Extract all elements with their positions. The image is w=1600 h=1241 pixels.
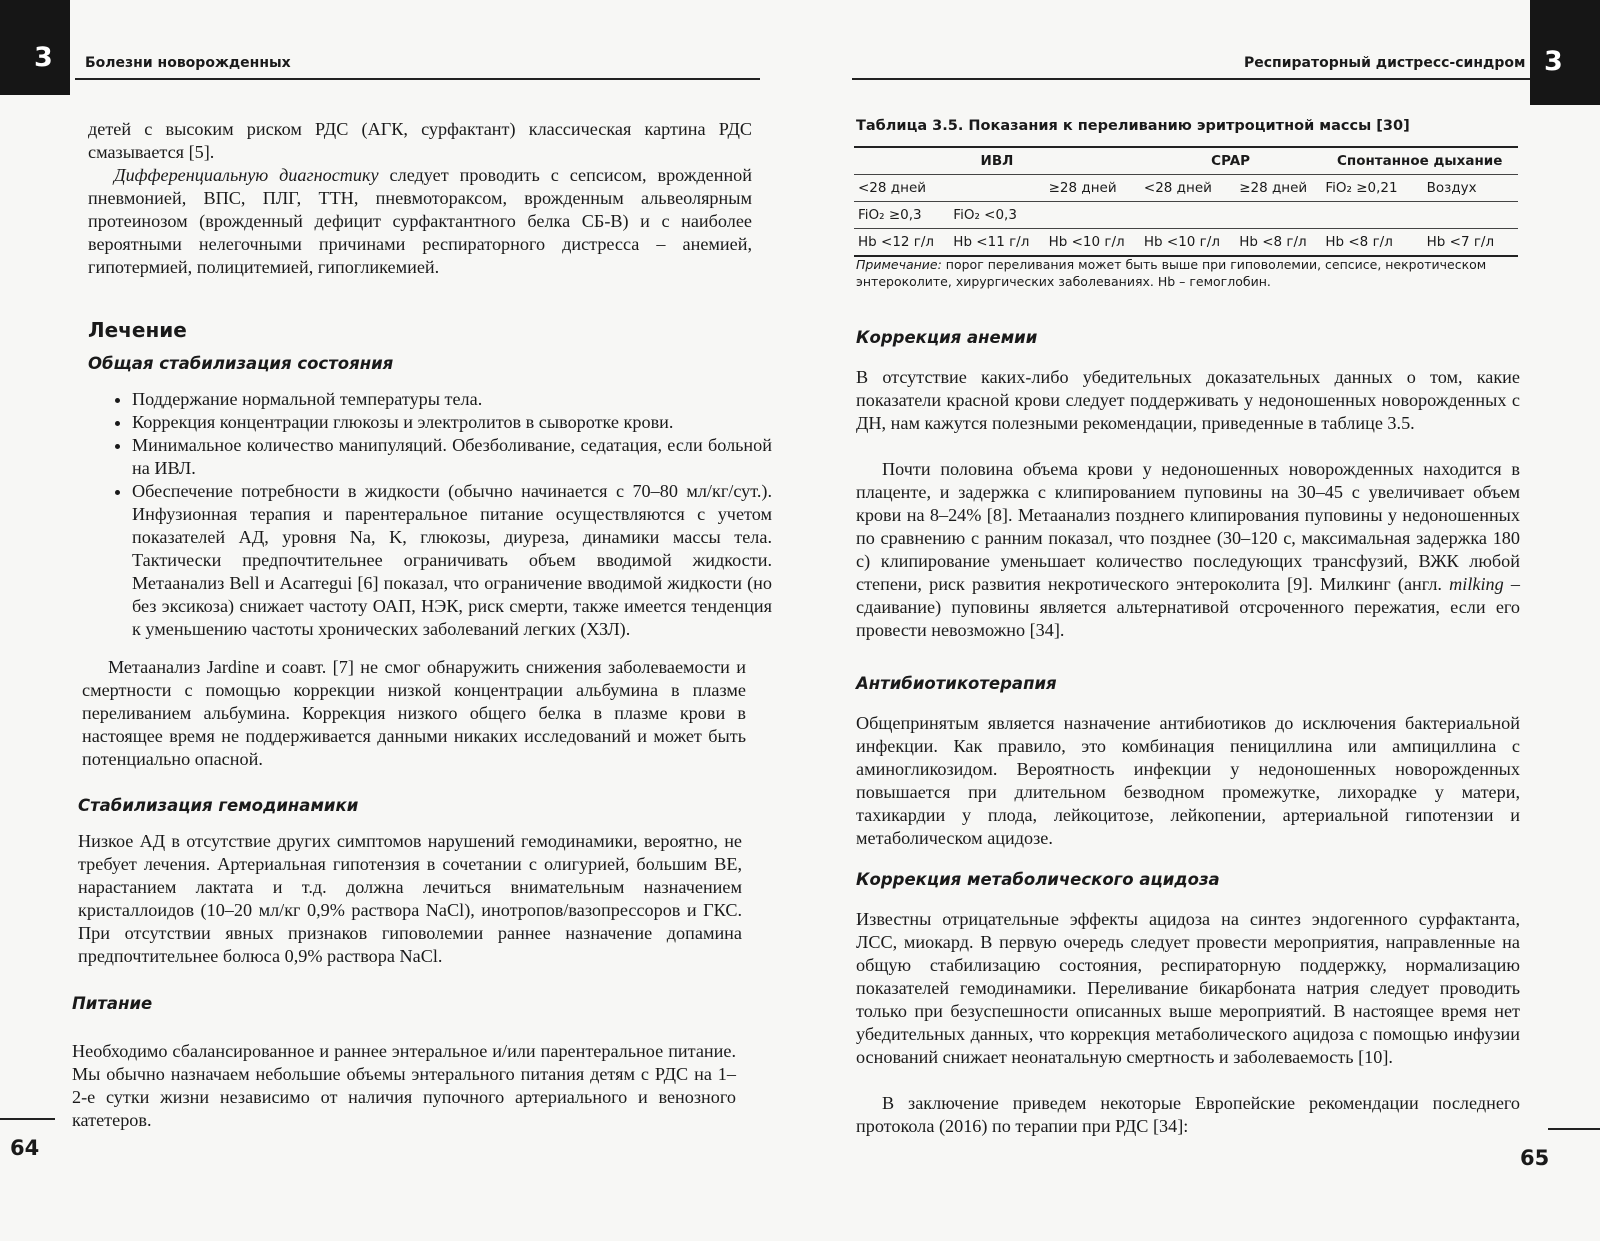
table-cell: Воздух	[1423, 175, 1518, 202]
list-item: • Поддержание нормальной температуры тела.	[132, 388, 772, 411]
table-row	[854, 175, 1518, 202]
list-item: • Обеспечение потребности в жидкости (обычно начинается с 70–80 мл/кг/сут.). Инфузионная терапия и парентеральное питание осуществляются с учетом показателей АД, уровня Na, K, глюкозы, диуреза, динамики массы тела. Тактически предпочтительнее ограничивать объем вводимой жидкости. Метаанализ Bell и Acarregui [6] показал, что ограничение вводимой жидкости (но без эксикоза) снижает частоту ОАП, НЭК, риск смерти, также имеется тенденция к уменьшению частоты хронических заболеваний легких (ХЗЛ).	[132, 480, 772, 641]
heading-general-stabilization: Общая стабилизация состояния	[88, 354, 394, 373]
paragraph-anemia-2-text: Почти половина объема крови у недоношенных новорожденных находится в плаценте, и задержка с клипированием пуповины на 30–45 с увеличивает объем крови на 8–24% [8]. Метаанализ позднего клипирования пуповины у недоношенных по сравнению с ранним показал, что позднее (30–120 с, максимальная задержка 180 с) клипирование уменьшает количество последующих трансфузий, ВЖК любой степени, риск развития некротического энтероколита [9]. Милкинг (англ.	[856, 459, 1520, 594]
chapter-tab-right	[1530, 0, 1600, 105]
transfusion-table	[854, 146, 1518, 257]
header-rule-left	[75, 78, 760, 80]
table-cell	[1423, 202, 1518, 229]
table-cell: <28 дней	[854, 175, 1045, 202]
table-note-text: порог переливания может быть выше при гиповолемии, сепсисе, некротическом энтероколите, хирургических заболеваниях. Hb – гемоглобин.	[856, 257, 1487, 289]
heading-nutrition: Питание	[72, 994, 153, 1013]
table-cell: FiO₂ ≥0,3	[858, 207, 922, 223]
chapter-number: 3	[1544, 46, 1563, 77]
table-note-label: Примечание:	[856, 257, 942, 272]
edge-line-left	[0, 1118, 55, 1120]
table-header-cell: Спонтанное дыхание	[1321, 147, 1518, 175]
table-cell: Hb <8 г/л	[1321, 229, 1422, 257]
heading-anemia: Коррекция анемии	[856, 328, 1038, 347]
table-cell: Hb <11 г/л	[949, 229, 1044, 257]
table-header-row	[854, 147, 1518, 175]
table-cell: ≥28 дней	[1045, 175, 1140, 202]
table-row	[854, 229, 1518, 257]
running-head-right: Респираторный дистресс-синдром	[1244, 55, 1526, 71]
table-caption: Таблица 3.5. Показания к переливанию эритроцитной массы [30]	[856, 118, 1410, 134]
emphasis-differential: Дифференциальную диагностику	[114, 165, 379, 185]
table-cell	[1321, 202, 1422, 229]
heading-hemodynamics: Стабилизация гемодинамики	[78, 796, 359, 815]
heading-acidosis: Коррекция метаболического ацидоза	[856, 870, 1220, 889]
table-cell: Hb <12 г/л	[854, 229, 949, 257]
paragraph-anemia-1: В отсутствие каких-либо убедительных доказательных данных о том, какие показатели красной крови следует поддерживать у недоношенных новорожденных с ДН, нам кажутся полезными рекомендации, приведенные в таблице 3.5.	[856, 367, 1520, 433]
paragraph-acidosis: Известны отрицательные эффекты ацидоза на синтез эндогенного сурфактанта, ЛСС, миокард. В первую очередь следует провести мероприятия, направленные на общую стабилизацию состояния, респираторную поддержку, нормализацию показателей гемодинамики. Переливание бикарбоната натрия следует проводить только при безуспешности описанных выше мероприятий. В настоящее время нет убедительных данных, что коррекция метаболического ацидоза с помощью инфузии оснований снижает неонатальную смертность и заболеваемость [10].	[856, 909, 1520, 1067]
paragraph-antibiotics: Общепринятым является назначение антибиотиков до исключения бактериальной инфекции. Как правило, это комбинация пенициллина или ампициллина с аминогликозидом. Вероятность инфекции у недоношенных новорожденных повышается при длительном безводном промежутке, лихорадке у матери, тахикардии у плода, лейкоцитозе, лейкопении, артериальной гипотензии и метаболическом ацидозе.	[856, 713, 1520, 848]
chapter-tab-left	[0, 0, 70, 95]
bullet-list	[106, 388, 772, 641]
table-header-cell: ИВЛ	[854, 147, 1140, 175]
page-number-right: 65	[1520, 1146, 1550, 1170]
table-cell: FiO₂ <0,3	[953, 207, 1017, 223]
paragraph-anemia-2-end: – сдаивание) пуповины является альтернативой отсроченного пережатия, если его провести невозможно [34].	[856, 574, 1520, 640]
table-cell: Hb <10 г/л	[1045, 229, 1140, 257]
list-item: • Минимальное количество манипуляций. Обезболивание, седатация, если больной на ИВЛ.	[132, 434, 772, 480]
heading-antibiotics: Антибиотикотерапия	[856, 674, 1057, 693]
paragraph-differential	[88, 164, 752, 279]
paragraph-differential-text: следует проводить с сепсисом, врожденной пневмонией, ВПС, ПЛГ, ТТН, пневмотораксом, врожденным альвеолярным протеинозом (врожденный дефицит сурфактантного белка СБ-В) и с наиболее вероятными нелегочными причинами респираторного дистресса – анемией, гипотермией, полицитемией, гипогликемией.	[88, 165, 752, 277]
emphasis-milking: milking	[1449, 574, 1504, 594]
list-item: • Коррекция концентрации глюкозы и электролитов в сыворотке крови.	[132, 411, 772, 434]
table-cell: Hb <10 г/л	[1140, 229, 1235, 257]
table-cell: ≥28 дней	[1235, 175, 1321, 202]
table-cell: FiO₂ ≥0,21	[1321, 175, 1422, 202]
table-cell: <28 дней	[1140, 175, 1235, 202]
table-cell: Hb <7 г/л	[1423, 229, 1518, 257]
edge-line-right	[1548, 1128, 1600, 1130]
table-cell	[1235, 202, 1321, 229]
paragraph-hemodynamics: Низкое АД в отсутствие других симптомов нарушений гемодинамики, вероятно, не требует лечения. Артериальная гипотензия в сочетании с олигурией, большим ВЕ, нарастанием лактата и т.д. должна лечиться внимательным назначением кристаллоидов (10–20 мл/кг 0,9% раствора NaCl), инотропов/вазопрессоров и ГКС. При отсутствии явных признаков гиповолемии раннее назначение допамина предпочтительнее болюса 0,9% раствора NaCl.	[78, 831, 742, 966]
paragraph-conclusion: В заключение приведем некоторые Европейские рекомендации последнего протокола (2016) по терапии при РДС [34]:	[856, 1093, 1520, 1136]
running-head-left: Болезни новорожденных	[85, 55, 291, 71]
table-note	[856, 256, 1520, 290]
paragraph-intro: детей с высоким риском РДС (АГК, сурфактант) классическая картина РДС смазывается [5].	[88, 119, 752, 162]
table-cell: Hb <8 г/л	[1235, 229, 1321, 257]
page-number-left: 64	[10, 1136, 40, 1160]
heading-treatment: Лечение	[88, 318, 187, 342]
paragraph-jardine: Метаанализ Jardine и соавт. [7] не смог обнаружить снижения заболеваемости и смертности с помощью коррекции низкой концентрации альбумина в плазме переливанием альбумина. Коррекция низкого общего белка в плазме крови в настоящее время не поддерживается данными никаких исследований и может быть потенциально опасной.	[82, 657, 746, 769]
chapter-number: 3	[34, 42, 53, 73]
table-row	[854, 202, 1518, 229]
table-cell	[1140, 202, 1235, 229]
table-header-cell: CPAP	[1140, 147, 1321, 175]
header-rule-right	[852, 78, 1530, 80]
paragraph-anemia-2	[856, 458, 1520, 642]
paragraph-nutrition: Необходимо сбалансированное и раннее энтеральное и/или парентеральное питание. Мы обычно назначаем небольшие объемы энтерального питания детям с РДС на 1–2-е сутки жизни независимо от наличия пупочного артериального и венозного катетеров.	[72, 1041, 736, 1130]
table-cell	[1045, 202, 1140, 229]
